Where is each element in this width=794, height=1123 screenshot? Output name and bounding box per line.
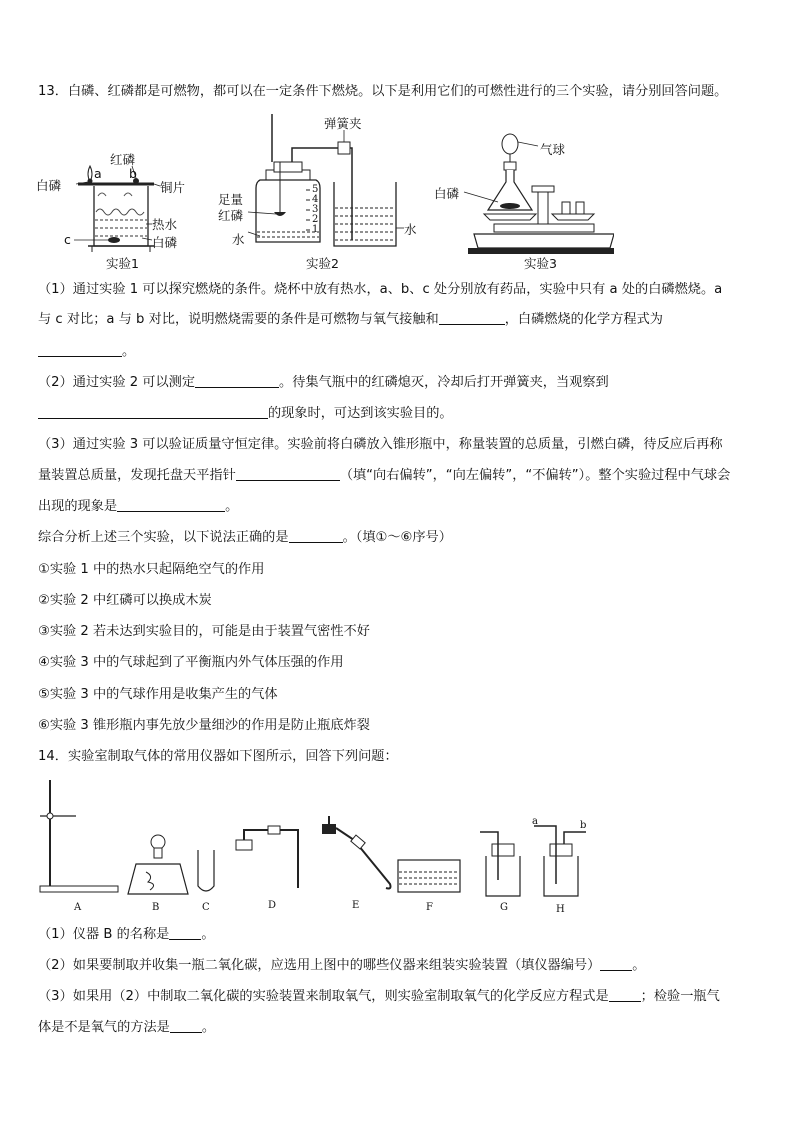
experiment-3-drawing: [434, 130, 614, 274]
apparatus-label-b: B: [152, 902, 160, 913]
q13-part3-line3: [38, 497, 238, 517]
q13-part2-line2: [38, 404, 453, 424]
blank-oxygen-equation[interactable]: [609, 987, 641, 1002]
red-phosphorus-label-2: 红磷: [218, 208, 244, 223]
hot-water-label: 热水: [152, 217, 178, 232]
blank-instrument-b[interactable]: [169, 925, 201, 940]
blank-phenomenon[interactable]: [38, 404, 268, 419]
option-4: ④实验 3 中的气球起到了平衡瓶内外气体压强的作用: [38, 655, 344, 670]
apparatus-label-g: G: [500, 902, 508, 913]
q13-part2-line1-end: 。待集气瓶中的红磷熄灭，冷却后打开弹簧夹，当观察到: [279, 375, 609, 390]
q14-part1-text: （1）仪器 B 的名称是: [38, 927, 170, 942]
sufficient-label: 足量: [218, 192, 244, 207]
apparatus-label-h: H: [556, 904, 565, 915]
q13-part3-line3-text: 出现的现象是: [38, 499, 118, 514]
q13-synthesis: [38, 528, 452, 548]
q13-synthesis-text: 综合分析上述三个实验，以下说法正确的是: [38, 530, 289, 545]
option-5: ⑤实验 3 中的气球作用是收集产生的气体: [38, 687, 278, 702]
blank-pointer[interactable]: [236, 466, 340, 481]
tube-label-b: b: [580, 820, 587, 831]
balloon-label: 气球: [540, 142, 566, 157]
copper-sheet-label: 铜片: [160, 180, 186, 195]
q14-part2: [38, 956, 645, 976]
option-3: ③实验 2 若未达到实验目的，可能是由于装置气密性不好: [38, 624, 370, 639]
scale-mark-3: 3: [312, 204, 319, 215]
q13-part3-line2-end: （填“向右偏转”，“向左偏转”，“不偏转”）。整个实验过程中气球会: [339, 468, 731, 483]
blank-measure[interactable]: [195, 373, 279, 388]
blank-correct-options[interactable]: [289, 528, 343, 543]
q13-part3-line2-text: 量装置总质量，发现托盘天平指针: [38, 468, 236, 483]
q13-part1-line2: [38, 310, 663, 330]
experiment-3-caption: 实验3: [524, 256, 557, 271]
apparatus-drawing: [36, 776, 596, 916]
option-6: ⑥实验 3 锥形瓶内事先放少量细沙的作用是防止瓶底炸裂: [38, 718, 370, 733]
spring-clip-label: 弹簧夹: [324, 116, 362, 131]
white-phosphorus-label-3: 白磷: [434, 186, 460, 201]
q13-part3-line3-end: 。: [225, 499, 239, 514]
q13-part2-line2-end: 的现象时，可达到该实验目的。: [268, 406, 453, 421]
blank-oxygen-test[interactable]: [170, 1018, 202, 1033]
blank-combustion-condition[interactable]: [439, 310, 505, 325]
apparatus-label-a: A: [74, 902, 82, 913]
apparatus-figure: [36, 776, 596, 916]
q14-part3-line1: [38, 987, 720, 1007]
water-left-label: 水: [232, 232, 245, 247]
q13-part1-line3: [38, 342, 135, 362]
apparatus-label-e: E: [352, 900, 360, 911]
q13-part3-line2: [38, 466, 730, 486]
experiment-1-figure: [36, 148, 196, 273]
scale-mark-4: 4: [312, 194, 319, 205]
q13-part1-line2-end: ，白磷燃烧的化学方程式为: [504, 312, 663, 327]
q14-part2-text: （2）如果要制取并收集一瓶二氧化碳，应选用上图中的哪些仪器来组装实验装置（填仪器编号）: [38, 958, 601, 973]
tube-label-a: a: [532, 816, 538, 827]
q14-part3-line1-text: （3）如果用（2）中制取二氧化碳的实验装置来制取氧气，则实验室制取氧气的化学反应方程式是: [38, 989, 609, 1004]
q13-part2-line1: [38, 373, 609, 393]
q14-part1-end: 。: [201, 927, 215, 942]
white-phosphorus-label: 白磷: [36, 178, 62, 193]
water-right-label: 水: [404, 222, 417, 237]
q13-part1-line3-end: 。: [122, 344, 136, 359]
scale-mark-2: 2: [312, 214, 319, 225]
label-a: a: [94, 166, 102, 181]
q13-synthesis-end: 。（填①～⑥序号）: [342, 530, 452, 545]
experiment-1-caption: 实验1: [106, 256, 139, 271]
q14-part3-line2-text: 体是不是氧气的方法是: [38, 1020, 170, 1035]
red-phosphorus-label: 红磷: [110, 152, 136, 167]
q13-part2-line1-text: （2）通过实验 2 可以测定: [38, 375, 196, 390]
label-b: b: [129, 166, 137, 181]
apparatus-label-c: C: [202, 902, 210, 913]
q14-part3-line2: [38, 1018, 215, 1038]
blank-equation[interactable]: [38, 342, 122, 357]
q13-part1-line2-text: 与 c 对比；a 与 b 对比，说明燃烧需要的条件是可燃物与氧气接触和: [38, 312, 439, 327]
experiment-2-drawing: [214, 112, 424, 274]
option-2: ②实验 2 中红磷可以换成木炭: [38, 593, 212, 608]
white-phosphorus-bottom-label: 白磷: [152, 235, 178, 250]
apparatus-label-f: F: [426, 902, 433, 913]
q14-part3-line2-end: 。: [201, 1020, 216, 1035]
q13-part3-line1: （3）通过实验 3 可以验证质量守恒定律。实验前将白磷放入锥形瓶中，称量装置的总质量，引燃白磷，待反应后再称: [38, 437, 723, 452]
q13-part1-line1: （1）通过实验 1 可以探究燃烧的条件。烧杯中放有热水，a、b、c 处分别放有药品，实验中只有 a 处的白磷燃烧。a: [38, 282, 723, 297]
scale-mark-5: 5: [312, 184, 319, 195]
option-1: ①实验 1 中的热水只起隔绝空气的作用: [38, 562, 265, 577]
q14-part1: [38, 925, 215, 945]
blank-balloon[interactable]: [117, 497, 225, 512]
q14-stem: 14．实验室制取气体的常用仪器如下图所示，回答下列问题：: [38, 749, 398, 764]
experiment-2-figure: [214, 112, 424, 274]
experiment-3-figure: [434, 130, 614, 274]
apparatus-label-d: D: [268, 900, 277, 911]
q14-part3-line1-mid: ；检验一瓶气: [640, 989, 720, 1004]
label-c: c: [64, 232, 71, 247]
scale-mark-1: 1: [312, 224, 319, 235]
experiment-2-caption: 实验2: [306, 256, 339, 271]
q14-part2-end: 。: [632, 958, 646, 973]
q13-stem: 13．白磷、红磷都是可燃物，都可以在一定条件下燃烧。以下是利用它们的可燃性进行的三个实验，请分别回答问题。: [38, 84, 728, 99]
blank-apparatus-set[interactable]: [600, 956, 632, 971]
